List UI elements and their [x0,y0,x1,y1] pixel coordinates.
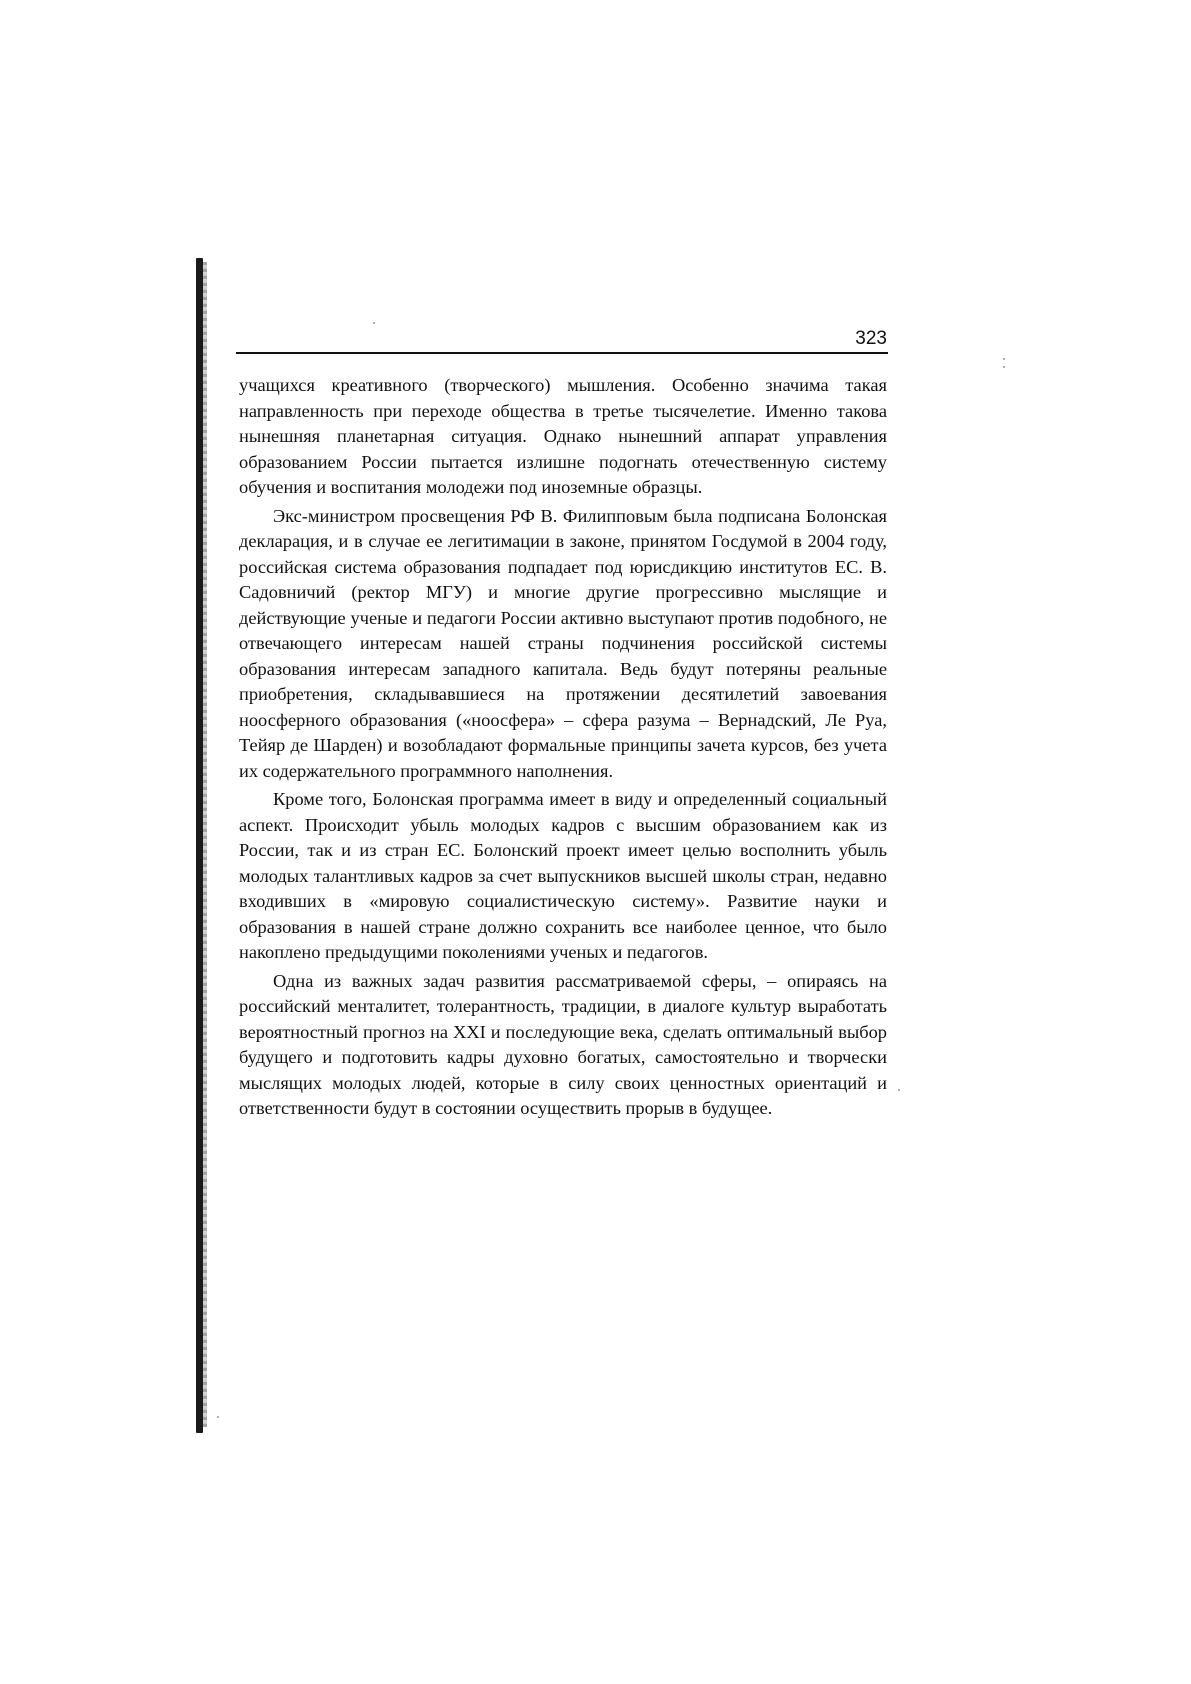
scan-speck [898,1089,900,1091]
scan-speck [217,1416,219,1418]
scan-speck [1003,366,1005,368]
body-text [239,373,887,1125]
paragraph: Одна из важных задач развития рассматриваемой сферы, – опираясь на российский менталитет, толерантность, традиции, в диалоге культур выработать вероятностный прогноз на XXI и последующие века, сделать оптимальный выбор будущего и подготовить кадры духовно богатых, самостоятельно и творчески мыслящих молодых людей, которые в силу своих ценностных ориентаций и ответственности будут в состоянии осуществить прорыв в будущее. [239,970,887,1118]
scan-binding-shadow [203,262,207,1427]
scan-speck [1003,358,1005,360]
paragraph: Кроме того, Болонская программа имеет в виду и определенный социальный аспект. Происходит убыль молодых кадров с высшим образованием как из России, так и из стран ЕС. Болонский проект имеет целью восполнить убыль молодых талантливых кадров за счет выпускников высшей школы стран, недавно входивших в «мировую социалистическую систему». Развитие науки и образования в нашей стране должно сохранить все наиболее ценное, что было накоплено предыдущими поколениями ученых и педагогов. [239,789,887,962]
scan-speck [373,322,375,324]
paragraph: Экс-министром просвещения РФ В. Филипповым была подписана Болонская декларация, и в случае ее легитимации в законе, принятом Госдумой в 2004 году, российская система образования подпадает под юрисдикцию институтов ЕС. В. Садовничий (ректор МГУ) и многие другие прогрессивно мыслящие и действующие ученые и педагоги России активно выступают против подобного, не отвечающего интересам нашей страны подчинения российской системы образования интересам западного капитала. Ведь будут потеряны реальные приобретения, складывавшиеся на протяжении десятилетий завоевания ноосферного образования («ноосфера» – сфера разума – Вернадский, Ле Руа, Тейяр де Шарден) и возобладают формальные принципы зачета курсов, без учета их содержательного программного наполнения. [239,505,887,781]
paragraph: учащихся креативного (творческого) мышления. Особенно значима такая направленность при переходе общества в третье тысячелетие. Именно такова нынешняя планетарная ситуация. Однако нынешний аппарат управления образованием России пытается излишне подогнать отечественную систему обучения и воспитания молодежи под иноземные образцы. [239,375,887,497]
scan-binding-edge [196,258,203,1433]
header-rule [236,352,888,354]
page-number: 323 [855,328,887,349]
